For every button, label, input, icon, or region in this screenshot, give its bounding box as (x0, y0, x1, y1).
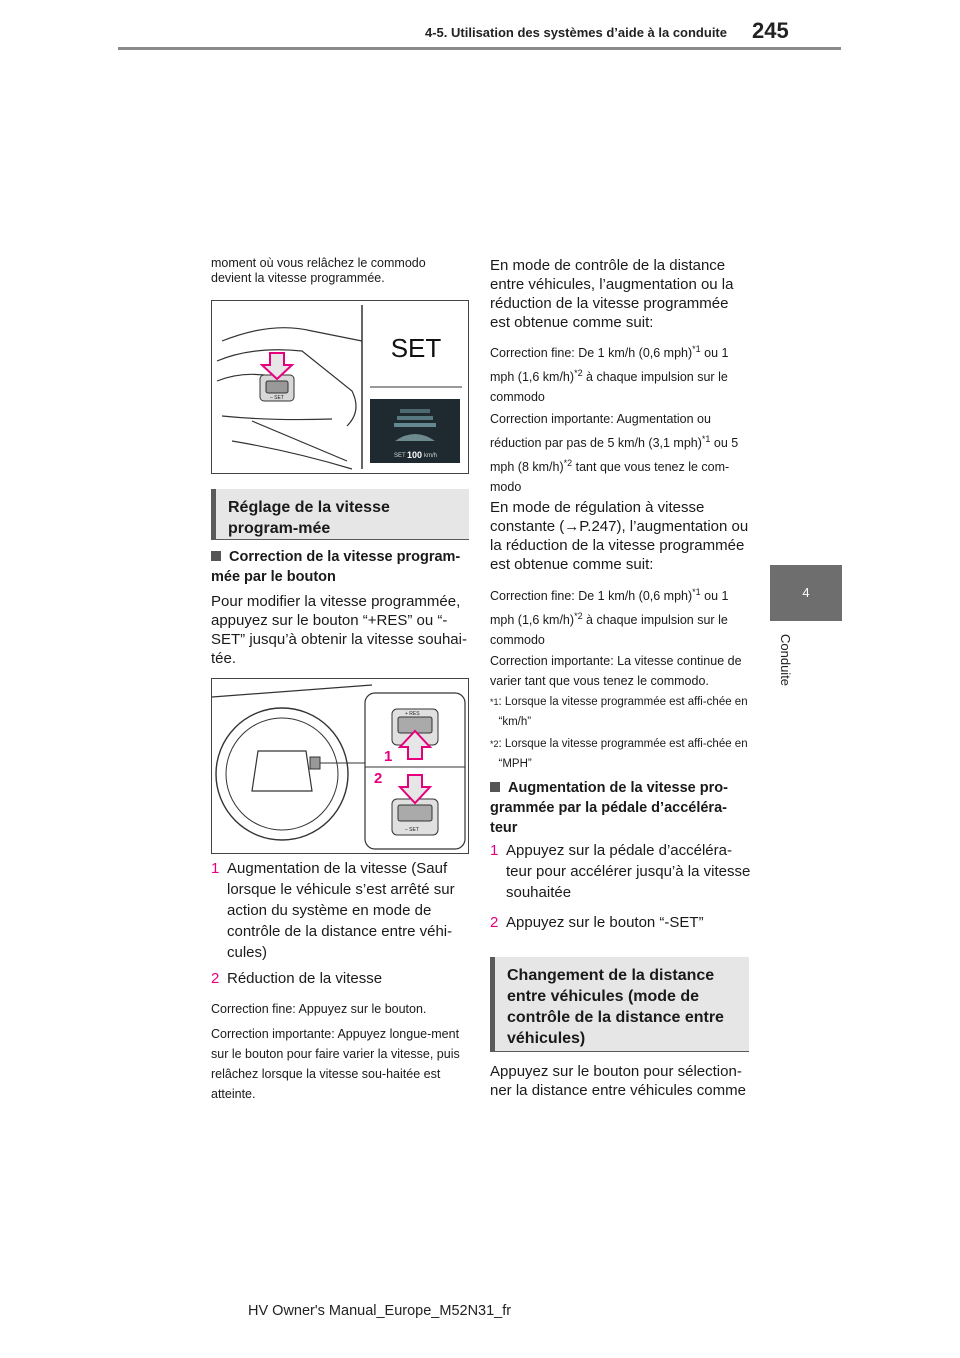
paragraph-modify: Pour modifier la vitesse programmée, appuyez sur le bouton “+RES” ou “-SET” jusqu’à obtenir la vitesse souhai-tée. (211, 593, 467, 667)
step-2-text: Réduction de la vitesse (227, 970, 383, 987)
footnote-1 (490, 692, 752, 732)
note-major: Correction importante: Appuyez longue-ment sur le bouton pour faire varier la vitesse, puis relâchez lorsque la vitesse sou-haitée est atteinte. (211, 1027, 460, 1101)
chapter-tab: 4 (770, 565, 842, 621)
step-1-right-number: 1 (490, 842, 499, 859)
display-set-text: SET (390, 333, 442, 363)
major-correction-cruise: Correction importante: La vitesse continue de varier tant que vous tenez le commodo. (490, 654, 742, 688)
steering-switch-illustration (212, 679, 468, 853)
figure-set-switch (211, 300, 469, 474)
fine1-a: Correction fine: De 1 km/h (0,6 mph) (490, 346, 693, 361)
footnote-1-text: : Lorsque la vitesse programmée est affi-chée en “km/h” (498, 696, 748, 728)
section-title-speed-setting: Réglage de la vitesse program-mée (211, 489, 469, 540)
step-1-number: 1 (211, 860, 220, 877)
fine-correction-distance (490, 339, 752, 407)
set-label: – SET (405, 827, 419, 833)
subhead-accelerator (490, 778, 754, 838)
set-switch-illustration (212, 301, 468, 473)
paragraph-distance-mode: En mode de contrôle de la distance entre véhicules, l’augmentation ou la réduction de la vitesse programmée est obtenue comme suit: (490, 257, 734, 331)
fine1-sup2: *2 (574, 368, 583, 379)
paragraph-cruise-mode: En mode de régulation à vitesse constante (→P.247), l’augmentation ou la réduction de la vitesse programmée est obtenue comme suit: (490, 499, 749, 573)
fine2-c: à chaque impulsion sur le commodo (490, 613, 728, 648)
major-correction-distance (490, 409, 752, 497)
fine1-c: à chaque impulsion sur le commodo (490, 370, 728, 405)
fine1-sup1: *1 (692, 344, 701, 354)
major1-a: Correction importante: Augmentation ou réduction par pas de 5 km/h (3,1 mph) (490, 412, 711, 451)
note-fine: Correction fine: Appuyez sur le bouton. (211, 1002, 427, 1016)
fine2-sup1: *1 (692, 587, 701, 597)
fine2-a: Correction fine: De 1 km/h (0,6 mph) (490, 589, 693, 604)
major1-c: tant que vous tenez le com-modo (490, 460, 730, 495)
subhead-correction (211, 547, 471, 587)
chapter-label: Conduite (778, 634, 793, 687)
major1-sup2: *2 (563, 458, 573, 469)
step-2-number: 2 (211, 970, 220, 987)
fine2-b: ou 1 mph (1,6 km/h) (490, 589, 729, 628)
subhead-correction-text: Correction de la vitesse program-mée par le bouton (211, 549, 461, 585)
readout-speed: 100 (407, 450, 423, 460)
section-title-distance: Changement de la distance entre véhicules (mode de contrôle de la distance entre véhicules) (490, 957, 749, 1052)
callout-1: 1 (384, 748, 393, 765)
subhead-accelerator-text: Augmentation de la vitesse pro-grammée par la pédale d’accéléra-teur (490, 780, 728, 836)
fine-correction-cruise (490, 582, 752, 650)
res-label: + RES (405, 711, 420, 717)
switch-set-label: – SET (270, 395, 284, 401)
square-bullet-icon (211, 551, 221, 561)
page-number: 245 (752, 18, 789, 43)
header-rule (118, 47, 841, 50)
intro-text: moment où vous relâchez le commodo devient la vitesse programmée. (211, 256, 426, 285)
step-1-text: Augmentation de la vitesse (Sauf lorsque le véhicule s’est arrêté sur action du système en mode de contrôle de la distance entre véhi-cules) (227, 860, 455, 961)
paragraph-distance-button: Appuyez sur le bouton pour sélection-ner la distance entre véhicules comme (490, 1063, 746, 1099)
footnote-2 (490, 734, 752, 774)
footer-manual-id: HV Owner's Manual_Europe_M52N31_fr (248, 1303, 512, 1319)
fine1-b: ou 1 mph (1,6 km/h) (490, 346, 729, 385)
major1-sup1: *1 (701, 434, 711, 444)
footnote-2-text: : Lorsque la vitesse programmée est affi-chée en “MPH” (498, 738, 748, 770)
readout-set: SET (394, 453, 406, 459)
square-bullet-icon (490, 782, 500, 792)
step-1-right-text: Appuyez sur la pédale d’accéléra-teur pour accélérer jusqu’à la vitesse souhaitée (506, 842, 751, 901)
footnote-2-mark: *2 (490, 739, 499, 749)
readout-unit: km/h (424, 453, 438, 459)
footnote-1-mark: *1 (490, 697, 499, 707)
step-1-left (211, 858, 467, 963)
callout-2: 2 (374, 770, 383, 787)
fine2-sup2: *2 (574, 611, 583, 622)
step-1-right (490, 840, 752, 903)
step-2-right (490, 912, 752, 933)
step-2-right-number: 2 (490, 914, 499, 931)
section-heading: 4-5. Utilisation des systèmes d’aide à la conduite (425, 25, 727, 40)
figure-steering-switch (211, 678, 469, 854)
step-2-left (211, 968, 467, 989)
step-2-right-text: Appuyez sur le bouton “-SET” (506, 914, 704, 931)
major1-b: ou 5 mph (8 km/h) (490, 436, 739, 475)
